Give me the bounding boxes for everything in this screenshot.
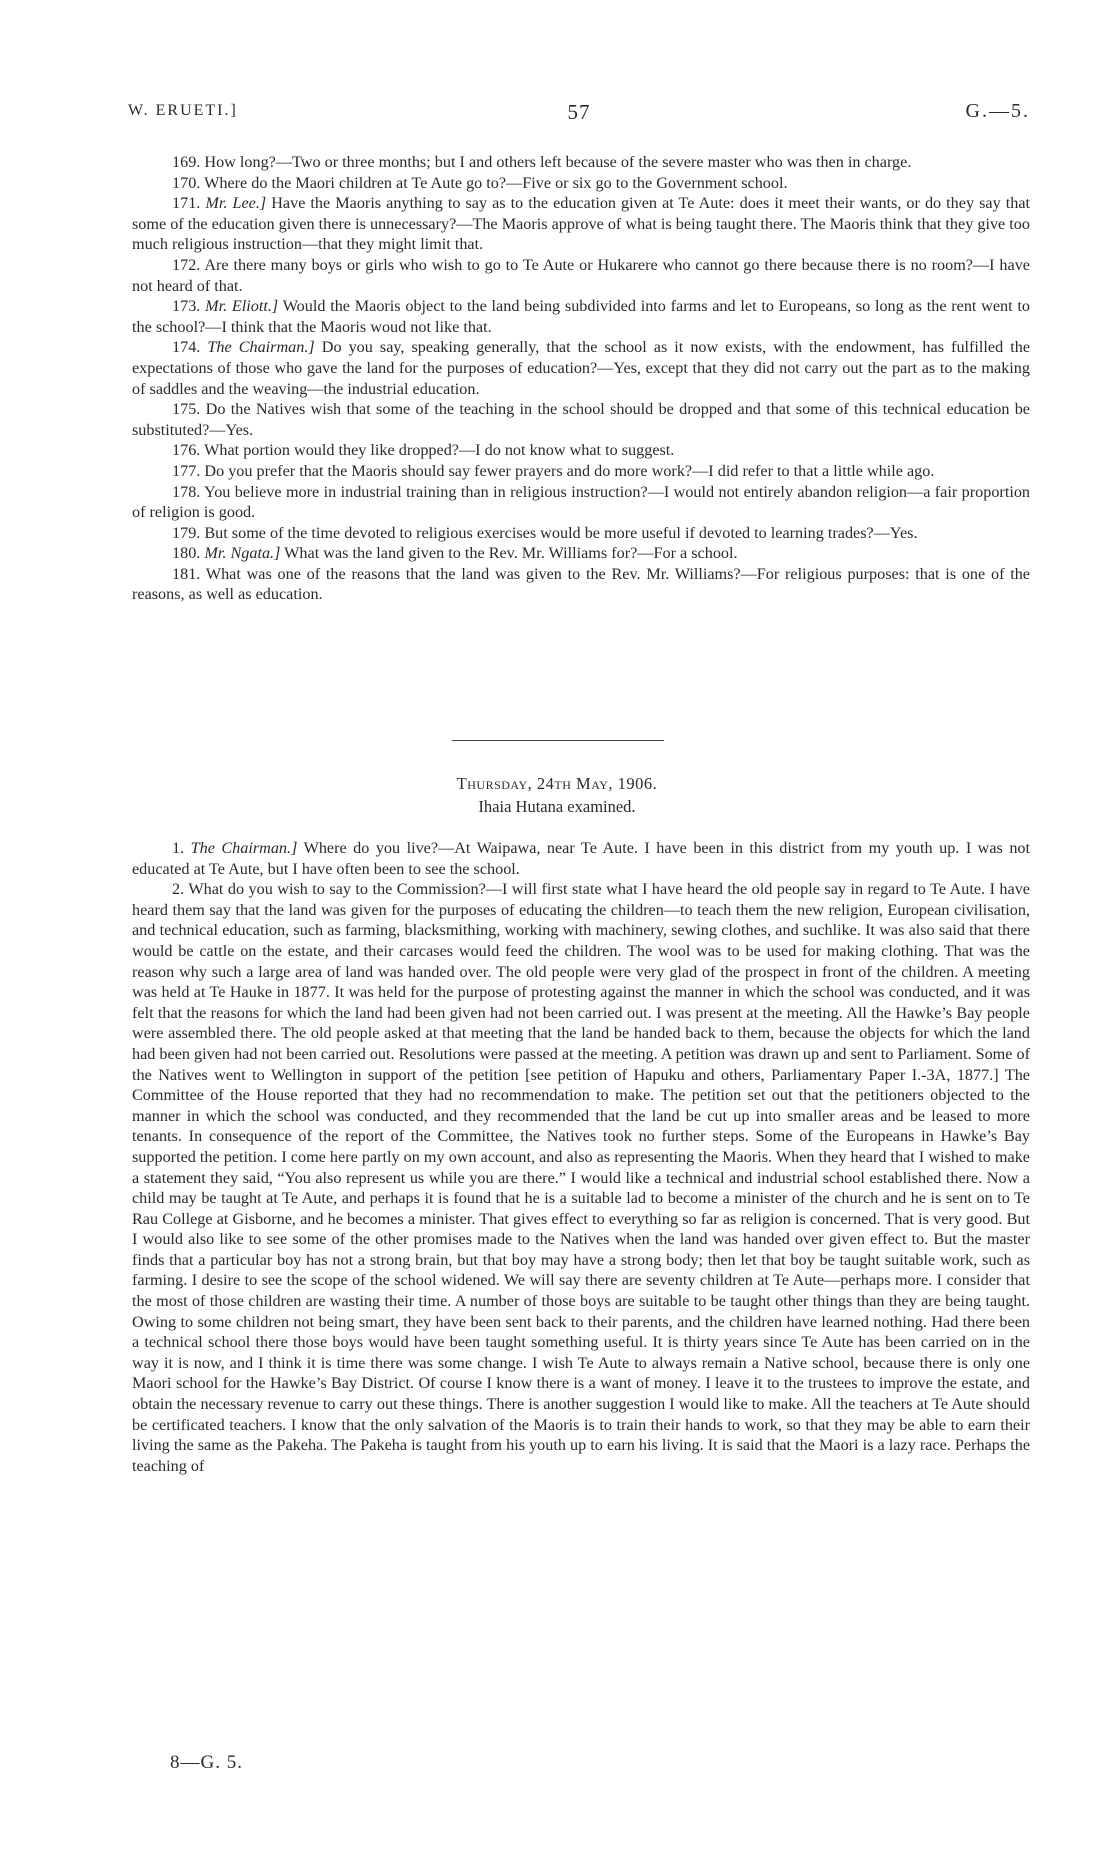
question-text: Have the Maoris anything to say as to the education given at Te Aute: does it meet their wants, or do they say that some of the education given there is unnecessary?—The Maoris approve of what is being taught there. The Maoris think that they give too much religious instruction—that they might limit that.: [132, 194, 1030, 254]
speaker-label: The Chairman.]: [190, 839, 298, 857]
question-text: What was the land given to the Rev. Mr. Williams for?—For a school.: [284, 544, 738, 563]
question-text: Do the Natives wish that some of the teaching in the school should be dropped and that some of this technical education be substituted?—Yes.: [132, 400, 1030, 439]
qa-paragraph: [132, 482, 1030, 523]
question-text: What was one of the reasons that the land was given to the Rev. Mr. Williams?—For religious purposes: that is one of the reasons, as well as education.: [132, 564, 1030, 604]
qa-paragraph: [132, 173, 1030, 194]
question-number: 179.: [172, 523, 201, 542]
qa-paragraph: [132, 255, 1030, 296]
testimony-paragraph: [132, 838, 1030, 879]
speaker-label: Mr. Eliott.]: [205, 297, 279, 316]
question-text: Where do the Maori children at Te Aute go to?—Five or six go to the Government school.: [204, 173, 788, 192]
question-text: But some of the time devoted to religious exercises would be more useful if devoted to learning trades?—Yes.: [204, 523, 918, 542]
question-number: 176.: [172, 441, 201, 460]
section-divider: [452, 740, 664, 741]
question-text: Are there many boys or girls who wish to go to Te Aute or Hukarere who cannot go there because there is no room?—I have not heard of that.: [132, 255, 1030, 295]
question-text: Where do you live?—At Waipawa, near Te Aute. I have been in this district from my youth up. I was not educated at Te Aute, but I have often been to see the school.: [132, 839, 1031, 878]
question-number: 180.: [172, 544, 201, 563]
qa-paragraph: [132, 337, 1030, 399]
qa-paragraph: [132, 399, 1030, 440]
question-text: What do you wish to say to the Commission?—I will first state what I have heard the old people say in regard to Te Aute. I have heard them say that the land was given for the purposes of educating the children—to teach them the new religion, European civilisation, and technical education, such as farming, blacksmithing, working with machinery, sewing clothes, and suchlike. It was also said that there would be cattle on the estate, and their carcases would feed the children. The wool was to be used for making clothing. That was the reason why such a large area of land was handed over. The old people were very glad of the prospect in front of the children. A meeting was held at Te Hauke in 1877. It was held for the purpose of protesting against the manner in which the school was conducted, and it was felt that the reasons for which the land had been given had not been carried out. I was present at the meeting. All the Hawke’s Bay people were assembled there. The old people asked at that meeting that the land be handed back to them, because the objects for which the land had been given had not been carried out. Resolutions were passed at the meeting. A petition was drawn up and sent to Parliament. Some of the Natives went to Wellington in support of the petition [see petition of Hapuku and others, Parliamentary Paper I.-3A, 1877.] The Committee of the House reported that they had no recommendation to make. The petition set out that the petitioners objected to the manner in which the school was conducted, and they recommended that the land be cut up into smaller areas and be leased to more tenants. In consequence of the report of the Committee, the Natives took no further steps. Some of the Europeans in Hawke’s Bay supported the petition. I come here partly on my own account, and also as representing the Maoris. When they heard that I wished to make a statement they said, “You also represent us while you are there.” I would like a technical and industrial school established there. Now a child may be taught at Te Aute, and perhaps it is found that he is a suitable lad to become a minister of the church and he is sent on to Te Rau College at Gisborne, and he becomes a minister. That gives effect to everything so far as religion is concerned. That is very good. But I would also like to see some of the other promises made to the Natives when the land was handed over given effect to. But the master finds that a particular boy has not a strong brain, but that boy may have a strong body; then let that boy be taught suitable work, such as farming. I desire to see the scope of the school widened. We will say there are seventy children at Te Aute—perhaps more. I consider that the most of those children are wasting their time. A number of those boys are suitable to be taught other things than they are being taught. Owing to some children not being smart, they have been sent back to their parents, and the children have learned nothing. Had there been a technical school there those boys would have been taught something useful. It is thirty years since Te Aute has been carried on in the way it is now, and I think it is time there was some change. I wish Te Aute to always remain a Native school, because there is only one Maori school for the Hawke’s Bay District. Of course I know there is a want of money. I leave it to the trustees to improve the estate, and obtain the necessary revenue to carry out these things. There is another suggestion I would like to make. All the teachers at Te Aute should be certificated teachers. I know that the only salvation of the Maoris is to train their hands to work, so that they may be able to earn their living the same as the Pakeha. The Pakeha is taught from his youth up to earn his living. It is said that the Maori is a lazy race. Perhaps the teaching of: [132, 880, 1030, 1475]
witness-heading: [0, 797, 1114, 817]
question-number: 172.: [172, 255, 201, 274]
speaker-label: Mr. Ngata.]: [204, 544, 281, 563]
question-text: Would the Maoris object to the land being subdivided into farms and let to Europeans, so long as the rent went to the school?—I think that the Maoris woud not like that.: [132, 297, 1030, 336]
speaker-label: The Chairman.]: [207, 338, 315, 357]
question-number: 177.: [172, 461, 201, 480]
qa-paragraph: [132, 296, 1030, 337]
question-number: 1.: [172, 839, 185, 857]
question-number: 173.: [172, 297, 201, 316]
qa-paragraph: [132, 564, 1030, 605]
question-text: Do you say, speaking generally, that the school as it now exists, with the endowment, has fulfilled the expectations of those who gave the land for the purposes of education?—Yes, except that they did not carry out the part as to the making of saddles and the weaving—the industrial education.: [132, 338, 1031, 398]
qa-paragraph: [132, 543, 1030, 564]
session-date-heading: Thursday, 24th May, 1906.: [456, 774, 658, 793]
question-number: 174.: [172, 338, 201, 357]
qa-paragraph: [132, 152, 1030, 173]
question-text: Do you prefer that the Maoris should say fewer prayers and do more work?—I did refer to that a little while ago.: [204, 461, 935, 480]
page-number: 57: [567, 100, 591, 124]
qa-paragraph: [132, 461, 1030, 482]
qa-paragraph: [132, 193, 1030, 255]
speaker-label: Mr. Lee.]: [205, 194, 267, 213]
qa-paragraph: [132, 523, 1030, 544]
question-number: 175.: [172, 400, 201, 419]
question-number: 171.: [172, 194, 201, 213]
running-header: [128, 100, 1030, 130]
testimony-section: [132, 838, 1030, 1476]
question-text: What portion would they like dropped?—I do not know what to suggest.: [204, 441, 675, 460]
qa-section: [132, 152, 1030, 605]
question-number: 170.: [172, 173, 201, 192]
document-reference: G.—5.: [965, 100, 1030, 122]
question-number: 169.: [172, 153, 201, 171]
printer-signature: 8—G. 5.: [170, 1752, 243, 1773]
question-text: How long?—Two or three months; but I and others left because of the severe master who was then in charge.: [204, 153, 912, 171]
qa-paragraph: [132, 440, 1030, 461]
header-witness-name: W. ERUETI.]: [128, 102, 238, 119]
question-number: 181.: [172, 564, 201, 583]
question-text: You believe more in industrial training than in religious instruction?—I would not entirely abandon religion—a fair proportion of religion is good.: [132, 482, 1031, 522]
testimony-paragraph: [132, 879, 1030, 1476]
question-number: 2.: [172, 880, 185, 899]
question-number: 178.: [172, 482, 201, 501]
witness-name: Ihaia Hutana examined.: [478, 797, 636, 816]
